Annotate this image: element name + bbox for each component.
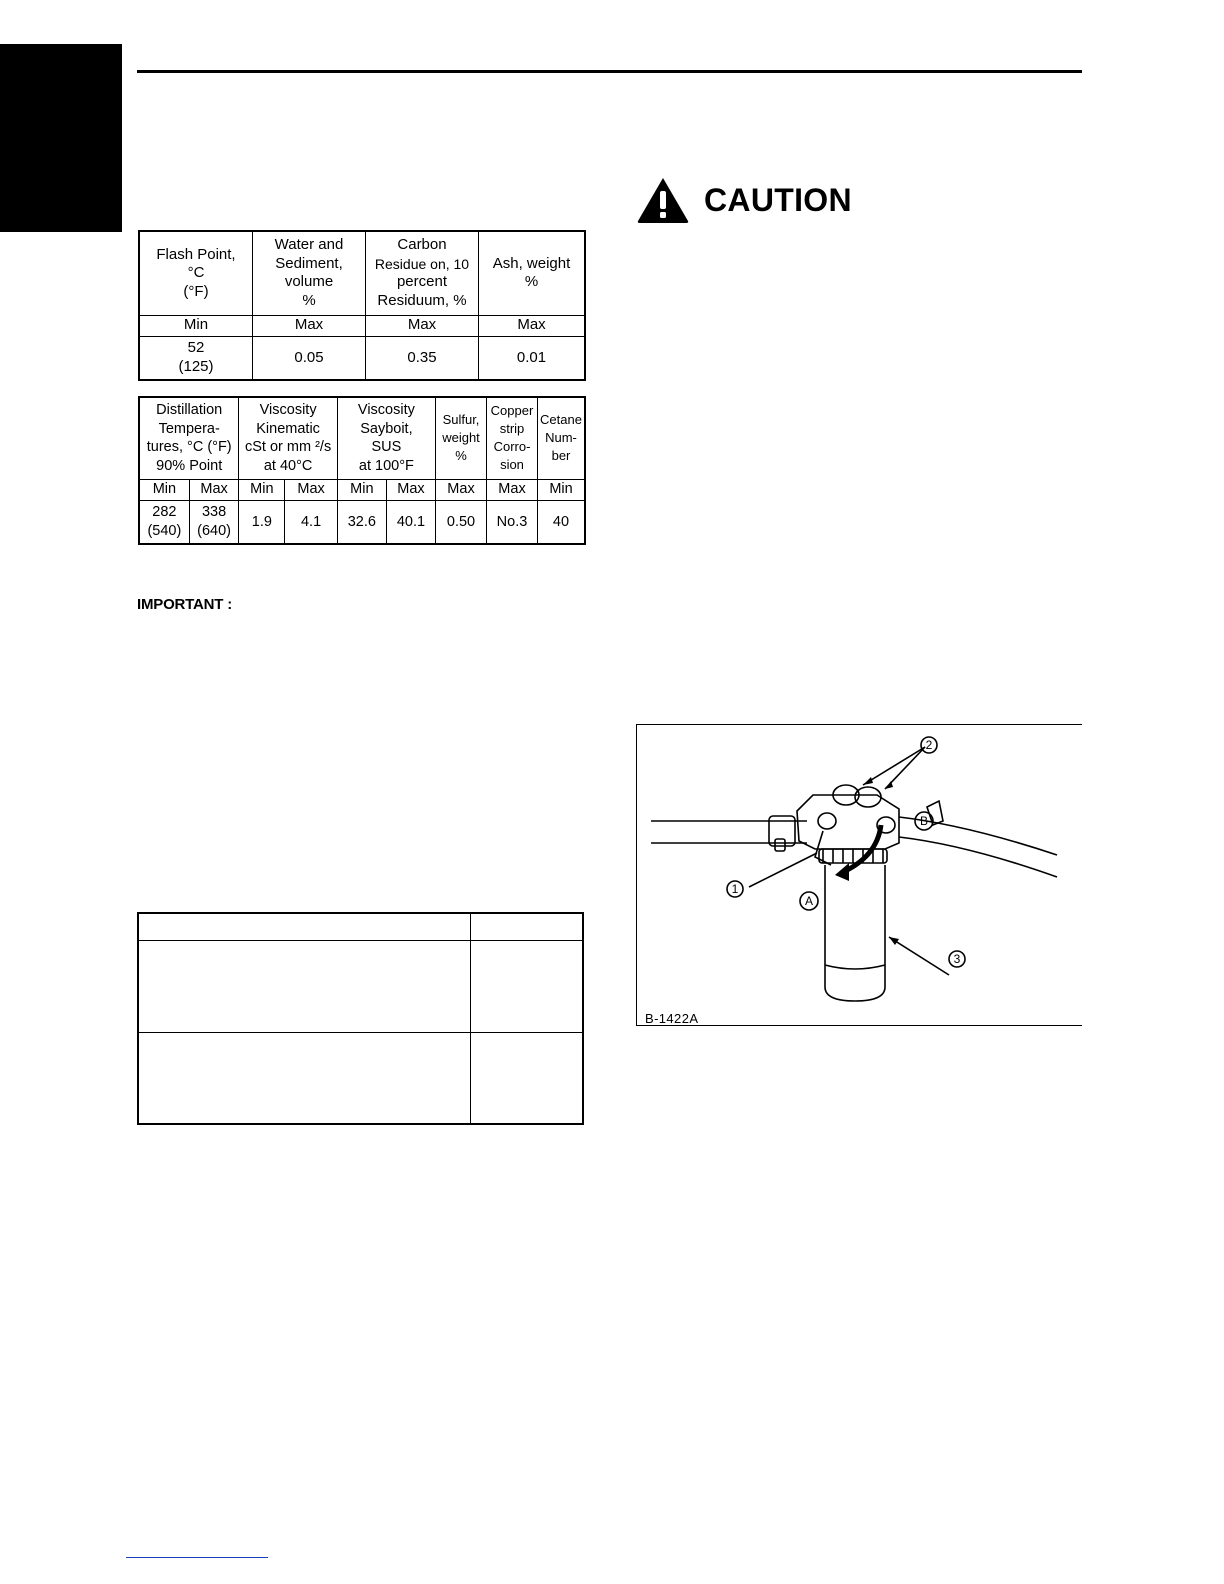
- limit-cell: Min: [337, 479, 386, 500]
- callout-2: 2: [925, 738, 933, 752]
- caution-heading: [636, 176, 852, 224]
- header-rule: [137, 70, 1082, 73]
- callout-3: 3: [953, 952, 961, 966]
- header-viscosity-saybolt: Viscosity Sayboit, SUS at 100°F: [337, 397, 435, 479]
- header-sulfur: Sulfur, weight %: [436, 397, 487, 479]
- limit-cell: Min: [538, 479, 586, 500]
- flash-point-value: 52 (125): [139, 336, 253, 380]
- header-flash-point: Flash Point, °C (°F): [139, 231, 253, 315]
- figure-code: B-1422A: [645, 1011, 699, 1026]
- viscosity-saybolt-max: 40.1: [386, 500, 435, 544]
- limit-cell: Max: [436, 479, 487, 500]
- ash-value: 0.01: [479, 336, 586, 380]
- viscosity-saybolt-min: 32.6: [337, 500, 386, 544]
- limit-cell: Min: [139, 479, 189, 500]
- header-ash: Ash, weight %: [479, 231, 586, 315]
- limit-cell: Max: [189, 479, 239, 500]
- fuel-filter-figure: [636, 724, 1082, 1026]
- header-water-sediment: Water and Sediment, volume %: [253, 231, 366, 315]
- blank-cell: [138, 913, 471, 940]
- fuel-spec-table-2: [138, 396, 586, 545]
- carbon-residue-value: 0.35: [366, 336, 479, 380]
- footer-link-rule: [126, 1557, 268, 1558]
- viscosity-kinematic-min: 1.9: [239, 500, 285, 544]
- limit-cell: Max: [366, 315, 479, 336]
- limit-cell: Max: [253, 315, 366, 336]
- distillation-max-value: 338 (640): [189, 500, 239, 544]
- blank-cell: [138, 1032, 471, 1124]
- header-copper-strip: Copper strip Corro- sion: [487, 397, 538, 479]
- limit-cell: Max: [285, 479, 337, 500]
- copper-strip-value: No.3: [487, 500, 538, 544]
- header-viscosity-kinematic: Viscosity Kinematic cSt or mm ²/s at 40°C: [239, 397, 337, 479]
- blank-cell: [471, 1032, 584, 1124]
- callout-b: B: [919, 814, 929, 828]
- header-cetane: Cetane Num- ber: [538, 397, 586, 479]
- blank-table: [137, 912, 584, 1125]
- header-carbon-residue: Carbon Residue on, 10 percent Residuum, %: [366, 231, 479, 315]
- warning-triangle-icon: [636, 176, 690, 224]
- limit-cell: Max: [386, 479, 435, 500]
- limit-cell: Max: [487, 479, 538, 500]
- blank-cell: [471, 913, 584, 940]
- fuel-spec-table-1: [138, 230, 586, 381]
- header-distillation: Distillation Tempera- tures, °C (°F) 90% Point: [139, 397, 239, 479]
- section-tab: [0, 44, 122, 232]
- callout-1: 1: [731, 882, 739, 896]
- blank-cell: [138, 940, 471, 1032]
- limit-cell: Max: [479, 315, 586, 336]
- viscosity-kinematic-max: 4.1: [285, 500, 337, 544]
- important-label: IMPORTANT :: [137, 596, 233, 613]
- distillation-min-value: 282 (540): [139, 500, 189, 544]
- blank-cell: [471, 940, 584, 1032]
- water-sediment-value: 0.05: [253, 336, 366, 380]
- limit-cell: Min: [239, 479, 285, 500]
- cetane-min-value: 40: [538, 500, 586, 544]
- sulfur-max-value: 0.50: [436, 500, 487, 544]
- fuel-filter-illustration: [637, 725, 1083, 1027]
- caution-label: CAUTION: [704, 181, 852, 218]
- limit-cell: Min: [139, 315, 253, 336]
- callout-a: A: [804, 894, 814, 908]
